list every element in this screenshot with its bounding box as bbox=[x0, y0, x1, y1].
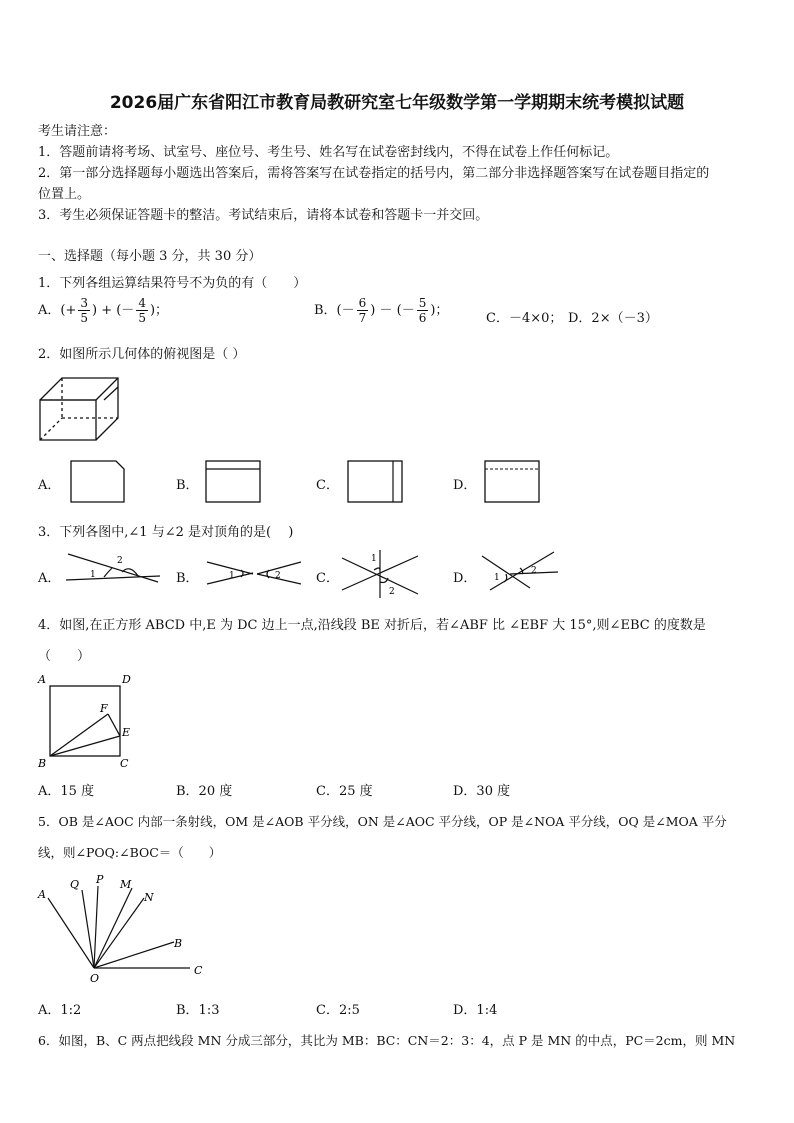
angle-1-label: 1 bbox=[90, 570, 96, 580]
question-6-stem: 6．如图，B、C 两点把线段 MN 分成三部分，其比为 MB：BC：CN＝2：3：4，点 P 是 MN 的中点，PC＝2cm，则 MN bbox=[38, 1033, 736, 1048]
q3-option-d-label: D． bbox=[453, 571, 477, 586]
q3-option-d-figure bbox=[480, 550, 560, 592]
q3-option-a-label: A． bbox=[38, 571, 61, 586]
q2-option-d-figure bbox=[484, 460, 544, 504]
question-5-stem: 5．OB 是∠AOC 内部一条射线，OM 是∠AOB 平分线，ON 是∠AOC 平分线，OP 是∠NOA 平分线，OQ 是∠MOA 平分 bbox=[38, 814, 727, 829]
q1-option-b: B．(－ $\frac{6}{7}$ ) － (－ $\frac{5}{6}$ )； bbox=[314, 296, 449, 325]
point-p-label: P bbox=[96, 873, 104, 886]
point-a-label: A bbox=[38, 673, 46, 686]
page-title: 2026届广东省阳江市教育局教研究室七年级数学第一学期期末统考模拟试题 bbox=[109, 93, 685, 113]
question-3-stem: 3．下列各图中,∠1 与∠2 是对顶角的是( ) bbox=[38, 525, 294, 540]
q2-option-b-label: B． bbox=[176, 478, 199, 493]
point-m-label: M bbox=[120, 878, 132, 891]
angle-2-label: 2 bbox=[117, 556, 123, 566]
fraction: $\frac{5}{6}$ bbox=[418, 296, 427, 325]
angle-1-label: 1 bbox=[371, 554, 377, 564]
point-a-label: A bbox=[38, 888, 46, 901]
point-c-label: C bbox=[120, 757, 129, 770]
point-f-label: F bbox=[100, 702, 108, 715]
q4-option-c: C．25 度 bbox=[316, 784, 373, 799]
angle-2-label: 2 bbox=[275, 571, 281, 581]
point-d-label: D bbox=[122, 673, 131, 686]
fraction: $\frac{6}{7}$ bbox=[358, 296, 367, 325]
angle-2-label: 2 bbox=[531, 566, 537, 576]
section-heading: 一、选择题（每小题 3 分，共 30 分） bbox=[38, 249, 262, 264]
q5-option-c: C．2:5 bbox=[316, 1003, 360, 1018]
question-1-stem: 1．下列各组运算结果符号不为负的有（ ） bbox=[38, 276, 307, 291]
rays-figure bbox=[36, 868, 210, 988]
q4-option-a: A．15 度 bbox=[38, 784, 95, 799]
notice-heading: 考生请注意： bbox=[38, 124, 117, 139]
point-e-label: E bbox=[122, 726, 131, 739]
q2-option-c-figure bbox=[347, 460, 403, 504]
q1-option-c: C．－4×0； bbox=[486, 311, 563, 326]
question-2-stem: 2．如图所示几何体的俯视图是（ ） bbox=[38, 347, 246, 362]
fraction: $\frac{4}{5}$ bbox=[138, 296, 146, 325]
q2-option-d-label: D． bbox=[453, 478, 477, 493]
q4-option-b: B．20 度 bbox=[176, 784, 233, 799]
point-b-label: B bbox=[174, 937, 183, 950]
point-o-label: O bbox=[90, 972, 100, 985]
point-b-label: B bbox=[38, 757, 47, 770]
angle-1-label: 1 bbox=[229, 571, 235, 581]
notice-item: 3．考生必须保证答题卡的整洁。考试结束后，请将本试卷和答题卡一并交回。 bbox=[38, 208, 489, 223]
point-n-label: N bbox=[144, 891, 154, 904]
question-4-stem-cont: （ ） bbox=[38, 649, 91, 664]
q5-option-d: D．1:4 bbox=[453, 1003, 498, 1018]
q3-option-c-figure bbox=[340, 548, 424, 600]
fraction: $\frac{3}{5}$ bbox=[80, 296, 88, 325]
angle-1-label: 1 bbox=[494, 573, 500, 583]
question-4-stem: 4．如图,在正方形 ABCD 中,E 为 DC 边上一点,沿线段 BE 对折后，若∠ABF 比 ∠EBF 大 15°,则∠EBC 的度数是 bbox=[38, 618, 706, 633]
q2-option-a-label: A． bbox=[38, 478, 61, 493]
q1-option-d: D．2×（－3） bbox=[568, 311, 658, 326]
notice-item: 1．答题前请将考场、试室号、座位号、考生号、姓名写在试卷密封线内，不得在试卷上作任何标记。 bbox=[38, 145, 619, 160]
q3-option-a-figure bbox=[64, 552, 164, 584]
solid-figure bbox=[38, 372, 128, 444]
angle-2-label: 2 bbox=[389, 587, 395, 597]
q2-option-b-figure bbox=[205, 460, 261, 504]
q3-option-c-label: C． bbox=[316, 571, 339, 586]
question-5-stem-cont: 线，则∠POQ:∠BOC＝（ ） bbox=[38, 845, 222, 860]
q2-option-a-figure bbox=[70, 460, 126, 504]
q2-option-c-label: C． bbox=[316, 478, 339, 493]
q3-option-b-figure bbox=[205, 558, 305, 586]
q4-option-d: D．30 度 bbox=[453, 784, 511, 799]
q3-option-b-label: B． bbox=[176, 571, 199, 586]
square-abcd-figure bbox=[36, 670, 136, 770]
q1-option-a: A．(+ $\frac{3}{5}$ ) + (－ $\frac{4}{5}$ )； bbox=[38, 296, 169, 325]
q5-option-a: A．1:2 bbox=[38, 1003, 82, 1018]
q5-option-b: B．1:3 bbox=[176, 1003, 220, 1018]
notice-item: 2．第一部分选择题每小题选出答案后，需将答案写在试卷指定的括号内，第二部分非选择题答案写在试卷题目指定的 bbox=[38, 166, 710, 181]
point-c-label: C bbox=[194, 964, 203, 977]
point-q-label: Q bbox=[70, 878, 80, 891]
notice-item: 位置上。 bbox=[38, 187, 91, 202]
